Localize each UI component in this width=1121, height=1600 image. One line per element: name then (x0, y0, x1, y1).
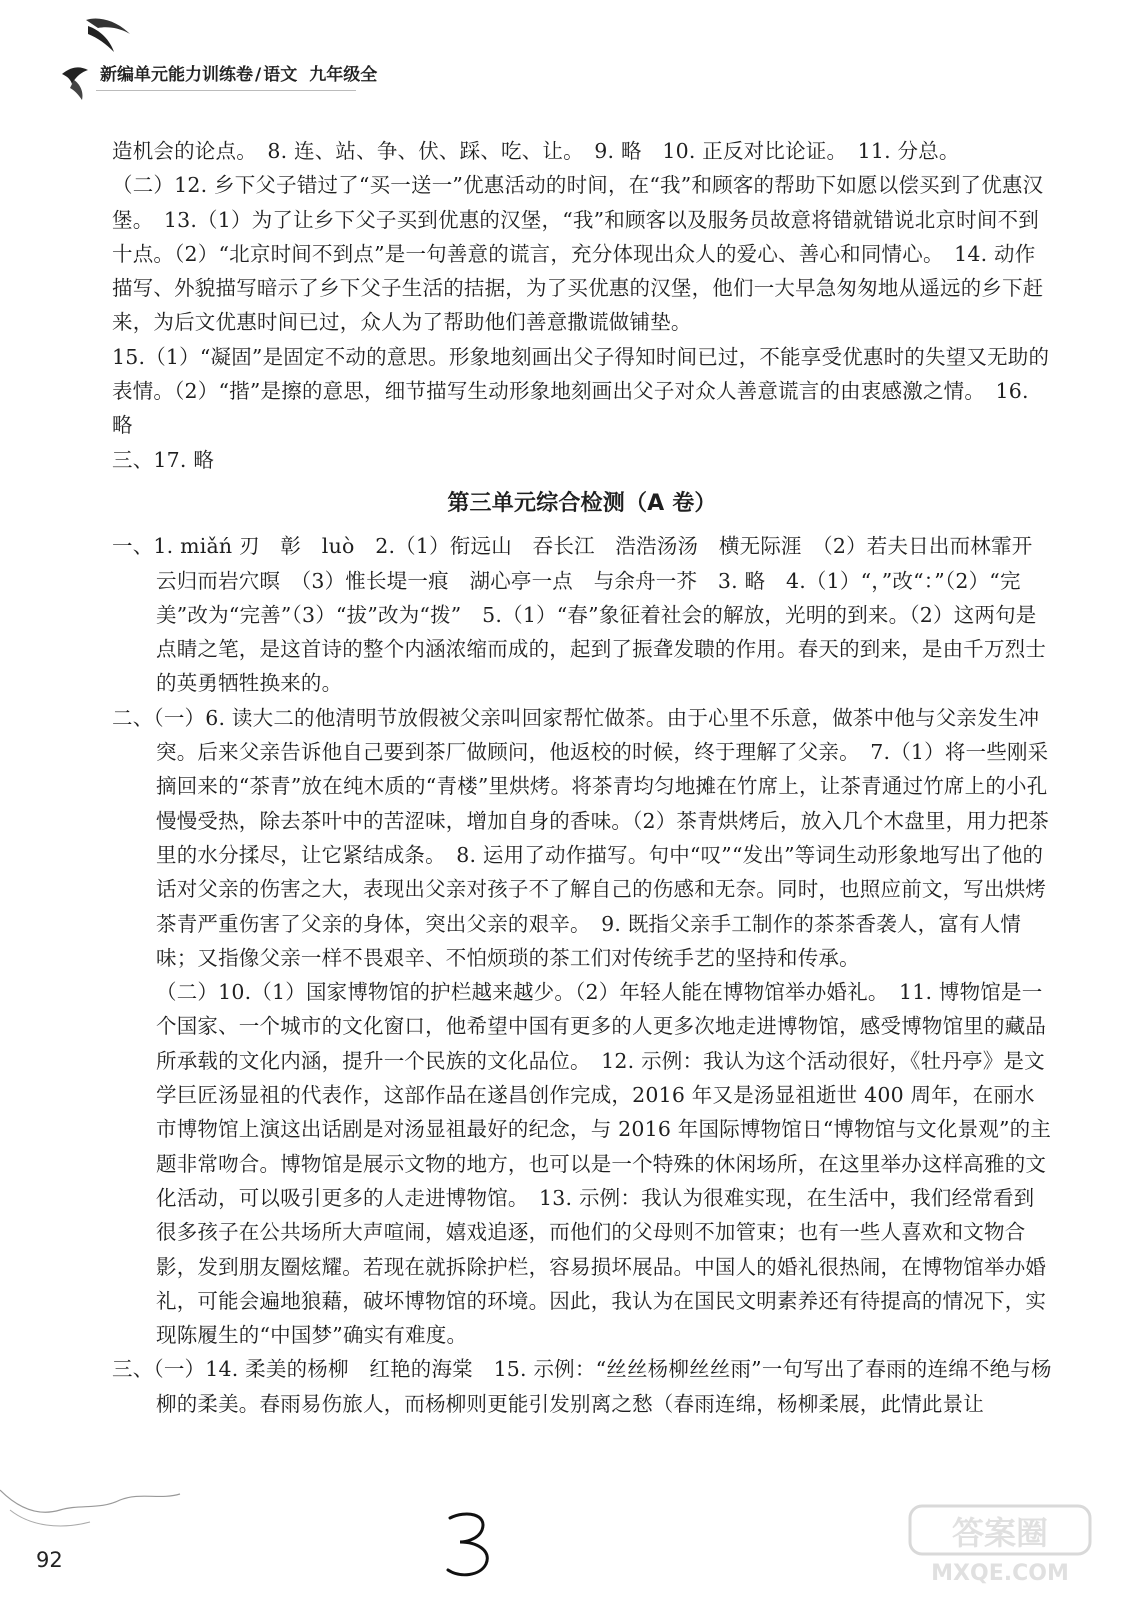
corner-decoration-icon (0, 1470, 260, 1550)
header-divider (96, 90, 356, 91)
answer-paragraph: 造机会的论点。 8. 连、站、争、伏、踩、吃、让。 9. 略 10. 正反对比论证。 11. 分总。 (112, 139, 960, 163)
handwritten-number-icon (442, 1508, 502, 1580)
answer-paragraph: 三、17. 略 (112, 447, 215, 472)
section-title: 第三单元综合检测（A 卷） (447, 490, 717, 516)
series-name: 新编单元能力训练卷 (100, 65, 253, 85)
page-number: 92 (36, 1548, 63, 1572)
subject-name: 语文 (263, 65, 298, 85)
answer-paragraph: 15.（1）“凝固”是固定不动的意思。形象地刻画出父子得知时间已过，不能享受优惠时的失望又无助的表情。（2）“揩”是擦的意思，细节描写生动形象地刻画出父子对众人善意谎言的由衷感激之情。 16. 略 (112, 344, 1050, 438)
watermark-url: MXQE.COM (931, 1561, 1069, 1586)
grade-label: 九年级全 (309, 65, 378, 85)
watermark-text: 答案圈 (951, 1514, 1049, 1552)
answer-paragraph: 一、1. miǎń 刃 彰 luò 2.（1）衔远山 吞长江 浩浩汤汤 横无际涯 （2）若夫日出而林霏开 云归而岩穴暝 （3）惟长堤一痕 湖心亭一点 与余舟一芥 3. 略 4.（1）“，”改“：”（2）“完美”改为“完善”（3）“拔”改为“拨” 5.（1）“春”象征着社会的解放，光明的到来。（2）这两句是点睛之笔，是这首诗的整个内涵浓缩而成的，起到了振聋发聩的作用。春天的到来，是由千万烈士的英勇牺牲换来的。 (112, 534, 1054, 696)
page-header (0, 0, 1121, 110)
answer-paragraph: 三、（一）14. 柔美的杨柳 红艳的海棠 15. 示例：“丝丝杨柳丝丝雨”一句写出了春雨的连绵不绝与杨柳的柔美。春雨易伤旅人，而杨柳则更能引发别离之愁（春雨连绵，杨柳柔展，此情此景让 (112, 1357, 1052, 1416)
title-separator: / (255, 65, 262, 85)
answer-paragraph: 二、（一）6. 读大二的他清明节放假被父亲叫回家帮忙做茶。由于心里不乐意，做茶中他与父亲发生冲突。后来父亲告诉他自己要到茶厂做顾问，他返校的时候，终于理解了父亲。 7.（1）将一些刚采摘回来的“茶青”放在纯木质的“青楼”里烘烤。将茶青均匀地摊在竹席上，让茶青通过竹席上的小孔慢慢受热，除去茶叶中的苦涩味，增加自身的香味。（2）茶青烘烤后，放入几个木盘里，用力把茶里的水分揉尽，让它紧结成条。 8. 运用了动作描写。句中“叹”“发出”等词生动形象地写出了他的话对父亲的伤害之大，表现出父亲对孩子不了解自己的伤感和无奈。同时，也照应前文，写出烘烤茶青严重伤害了父亲的身体，突出父亲的艰辛。 9. 既指父亲手工制作的茶茶香袭人，富有人情味；又指像父亲一样不畏艰辛、不怕烦琐的茶工们对传统手艺的坚持和传承。 (112, 705, 1050, 970)
watermark-icon (900, 1500, 1100, 1590)
answer-paragraph: （二）12. 乡下父子错过了“买一送一”优惠活动的时间，在“我”和顾客的帮助下如愿以偿买到了优惠汉堡。 13.（1）为了让乡下父子买到优惠的汉堡，“我”和顾客以及服务员故意将错就错说北京时间不到十点。（2）“北京时间不到点”是一句善意的谎言，充分体现出众人的爱心、善心和同情心。 14. 动作描写、外貌描写暗示了乡下父子生活的拮据，为了买优惠的汉堡，他们一大早急匆匆地从遥远的乡下赶来，为后文优惠时间已过，众人为了帮助他们善意撒谎做铺垫。 (112, 173, 1044, 335)
answer-content (112, 134, 1052, 1421)
watermark-logo (900, 1500, 1100, 1594)
answer-paragraph: （二）10.（1）国家博物馆的护栏越来越少。（2）年轻人能在博物馆举办婚礼。 11. 博物馆是一个国家、一个城市的文化窗口，他希望中国有更多的人更多次地走进博物馆，感受博物馆里的藏品所承载的文化内涵，提升一个民族的文化品位。 12. 示例：我认为这个活动很好，《牡丹亭》是文学巨匠汤显祖的代表作，这部作品在遂昌创作完成，2016 年又是汤显祖逝世 400 周年，在丽水市博物馆上演这出话剧是对汤显祖最好的纪念，与 2016 年国际博物馆日“博物馆与文化景观”的主题非常吻合。博物馆是展示文物的地方，也可以是一个特殊的休闲场所，在这里举办这样高雅的文化活动，可以吸引更多的人走进博物馆。 13. 示例：我认为很难实现，在生活中，我们经常看到很多孩子在公共场所大声喧闹，嬉戏追逐，而他们的父母则不加管束；也有一些人喜欢和文物合影，发到朋友圈炫耀。若现在就拆除护栏，容易损坏展品。中国人的婚礼很热闹，在博物馆举办婚礼，可能会遍地狼藉，破坏博物馆的环境。因此，我认为在国民文明素养还有待提高的情况下，实现陈履生的“中国梦”确实有难度。 (156, 980, 1052, 1348)
book-title (100, 60, 379, 85)
